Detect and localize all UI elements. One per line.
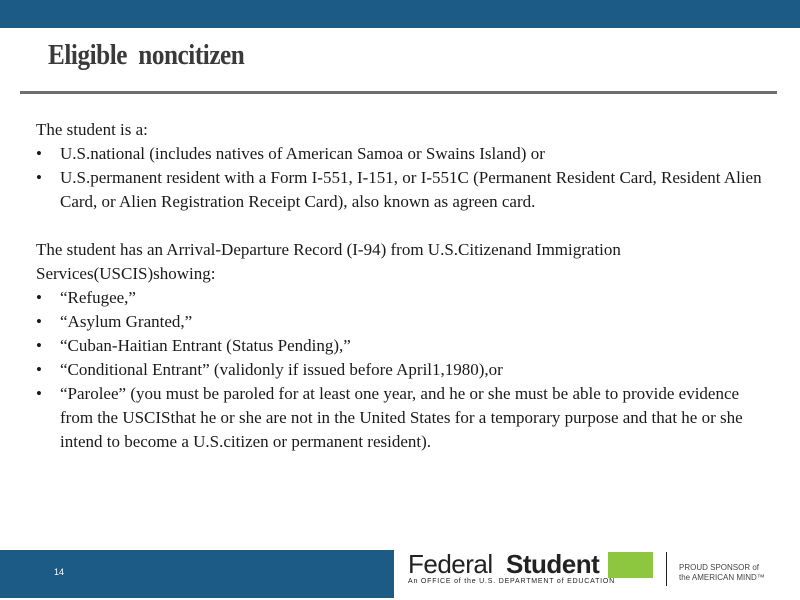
intro-lead-2: The student has an Arrival-Departure Record (I-94) from U.S.Citizenand Immigration Services(USCIS)showing: — [36, 240, 621, 283]
list-item — [36, 334, 776, 358]
list-item — [36, 142, 776, 166]
bullet-text: U.S.national (includes natives of American Samoa or Swains Island) or — [60, 144, 545, 163]
list-item — [36, 310, 776, 334]
bullet-text: “Parolee” (you must be paroled for at least one year, and he or she must be able to provide evidence from the USCISthat he or she are not in the United States for a temporary purpose and that he or she intend to become a U.S.citizen or permanent resident). — [60, 384, 743, 451]
bullet-text: “Asylum Granted,” — [60, 312, 193, 331]
list-item — [36, 382, 776, 454]
logo-word-federal: Federal — [408, 549, 493, 579]
intro-lead-1: The student is a: — [36, 120, 148, 139]
bullet-text: “Refugee,” — [60, 288, 136, 307]
bullet-list-1 — [36, 142, 776, 214]
logo-word-student: Student — [506, 549, 600, 579]
title-divider — [20, 91, 777, 94]
bullet-dot: • — [36, 288, 42, 307]
bullet-dot: • — [36, 312, 42, 331]
spacer — [36, 214, 776, 238]
tagline-line-2: the AMERICAN MIND™ — [679, 573, 765, 582]
tagline — [679, 563, 765, 583]
list-item — [36, 358, 776, 382]
logo-subtitle: An OFFICE of the U.S. DEPARTMENT of EDUCATION — [408, 578, 616, 585]
bullet-dot: • — [36, 144, 42, 163]
bullet-text: U.S.permanent resident with a Form I-551, I-151, or I-551C (Permanent Resident Card, Resident Alien Card, or Alien Registration Receipt Card), also known as agreen card. — [60, 168, 762, 211]
list-item — [36, 286, 776, 310]
top-header-bar — [0, 0, 800, 28]
slide-body — [36, 118, 776, 454]
bullet-dot: • — [36, 360, 42, 379]
federal-student-aid-logo — [408, 550, 653, 590]
bullet-dot: • — [36, 168, 42, 187]
tagline-line-1: PROUD SPONSOR of — [679, 563, 760, 572]
bullet-text: “Conditional Entrant” (validonly if issued before April1,1980),or — [60, 360, 503, 379]
logo-green-block — [608, 552, 653, 578]
logo-divider — [666, 552, 667, 586]
page-number: 14 — [54, 567, 65, 577]
bullet-dot: • — [36, 336, 42, 355]
bullet-dot: • — [36, 384, 42, 403]
bullet-text: “Cuban-Haitian Entrant (Status Pending),” — [60, 336, 351, 355]
bullet-list-2 — [36, 286, 776, 454]
slide-title: Eligible noncitizen — [48, 40, 245, 71]
list-item — [36, 166, 776, 214]
